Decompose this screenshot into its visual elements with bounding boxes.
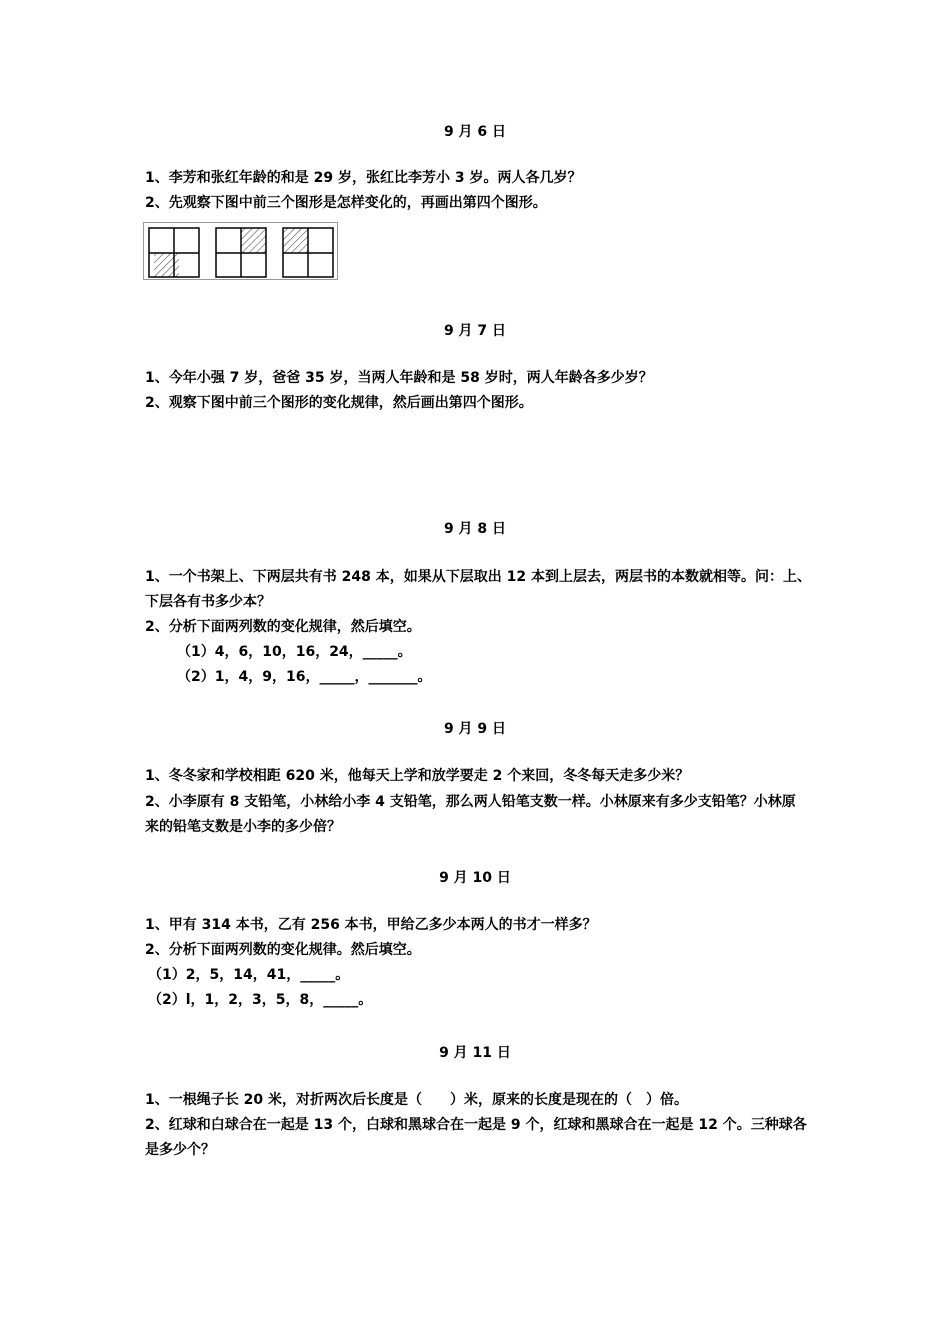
question-line: 1、今年小强 7 岁，爸爸 35 岁，当两人年龄和是 58 岁时，两人年龄各多少岁？ bbox=[145, 370, 653, 386]
question-line: 1、一根绳子长 20 米，对折两次后长度是（ ）米，原来的长度是现在的（ ）倍。 bbox=[145, 1092, 688, 1108]
question-line: 1、甲有 314 本书，乙有 256 本书，甲给乙多少本两人的书才一样多？ bbox=[145, 917, 597, 933]
question-line: 1、李芳和张红年龄的和是 29 岁，张红比李芳小 3 岁。两人各几岁？ bbox=[145, 170, 582, 186]
question-line: 2、观察下图中前三个图形的变化规律，然后画出第四个图形。 bbox=[145, 395, 533, 411]
day-title-sep-9: 9 月 9 日 bbox=[443, 721, 507, 737]
day-title-sep-10: 9 月 10 日 bbox=[439, 870, 511, 886]
question-line: 2、小李原有 8 支铅笔，小林给小李 4 支铅笔，那么两人铅笔支数一样。小林原来有多少支铅笔？小林原 bbox=[145, 794, 796, 810]
question-line: 2、红球和白球合在一起是 13 个，白球和黑球合在一起是 9 个，红球和黑球合在一起是 12 个。三种球各 bbox=[145, 1117, 807, 1133]
question-line: 是多少个？ bbox=[145, 1142, 215, 1158]
sequence-line: （2）l，1，2，3，5，8，_____。 bbox=[148, 992, 373, 1008]
pattern-grid-svg bbox=[144, 223, 339, 281]
sequence-line: （1）2，5，14，41，_____。 bbox=[148, 967, 350, 983]
day-title-sep-11: 9 月 11 日 bbox=[439, 1045, 511, 1061]
day-title-sep-8: 9 月 8 日 bbox=[443, 521, 507, 537]
question-line: 下层各有书多少本？ bbox=[145, 594, 271, 610]
pattern-square-3 bbox=[283, 228, 333, 277]
question-line: 1、冬冬家和学校相距 620 米，他每天上学和放学要走 2 个来回，冬冬每天走多少米？ bbox=[145, 768, 690, 784]
pattern-figure bbox=[143, 222, 338, 280]
sequence-line: （2）1，4，9，16，_____，_______。 bbox=[177, 669, 432, 685]
question-line: 2、分析下面两列数的变化规律，然后填空。 bbox=[145, 619, 421, 635]
question-line: 1、一个书架上、下两层共有书 248 本，如果从下层取出 12 本到上层去，两层书的本数就相等。问：上、 bbox=[145, 569, 811, 585]
question-line: 2、先观察下图中前三个图形是怎样变化的，再画出第四个图形。 bbox=[145, 195, 547, 211]
question-line: 2、分析下面两列数的变化规律。然后填空。 bbox=[145, 942, 421, 958]
day-title-sep-6: 9 月 6 日 bbox=[443, 124, 507, 140]
sequence-line: （1）4，6，10，16，24，_____。 bbox=[177, 644, 412, 660]
day-title-sep-7: 9 月 7 日 bbox=[443, 323, 507, 339]
pattern-square-2 bbox=[216, 228, 266, 277]
question-line: 来的铅笔支数是小李的多少倍？ bbox=[145, 819, 341, 835]
